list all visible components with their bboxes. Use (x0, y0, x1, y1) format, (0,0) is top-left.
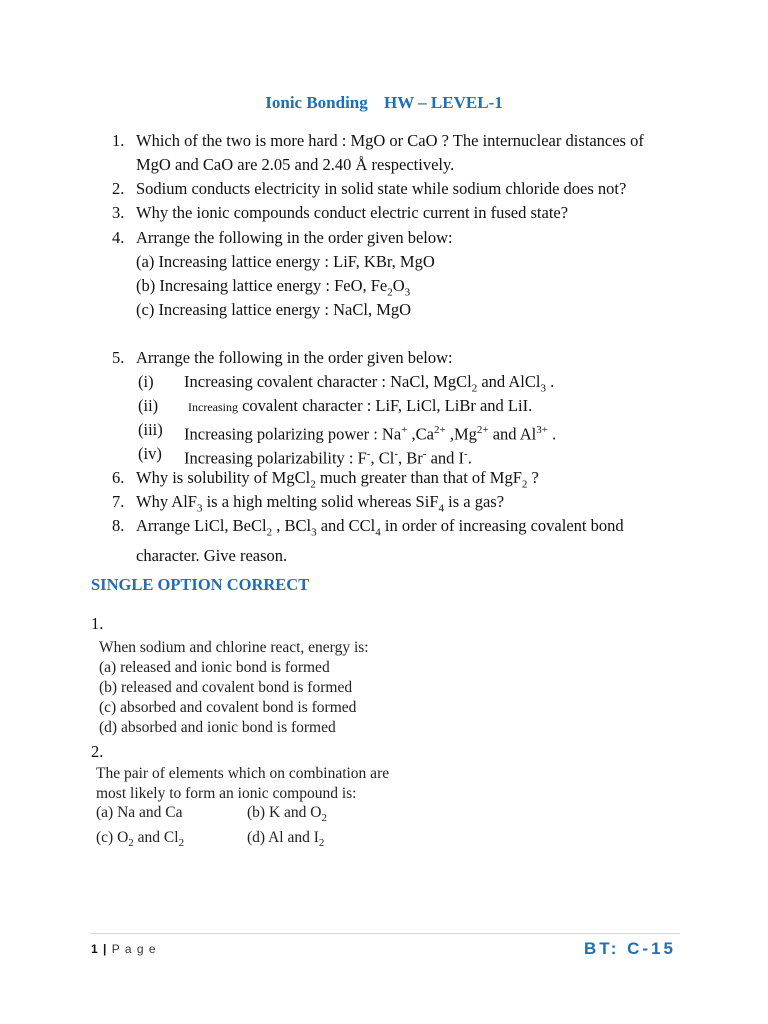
question-text: Which of the two is more hard : MgO or CaO ? The internuclear distances of MgO and CaO are 2.05 and 2.40 Å respectively. (136, 131, 644, 174)
mcq-1-option-a: (a) released and ionic bond is formed (99, 659, 330, 676)
mcq-1-option-b: (b) released and covalent bond is formed (99, 679, 353, 696)
question-text: Arrange the following in the order given below: (136, 348, 453, 367)
question-number: 1. (112, 131, 125, 150)
mcq-2-option-c: (c) $O_2$ and $Cl_2$ (96, 829, 185, 850)
mcq-1-block (99, 638, 369, 738)
question-text: Sodium conducts electricity in solid state while sodium chloride does not? (136, 179, 627, 198)
question-text: Arrange LiCl, BeCl$_2$ , BCl$_3$ and CCl$_4$ in order of increasing covalent bond character. Give reason. (136, 516, 624, 566)
question-5-label-i: (i) (138, 372, 154, 391)
mcq-2-option-b: (b) K and $O_2$ (247, 804, 327, 825)
question-text: Why the ionic compounds conduct electric current in fused state? (136, 203, 569, 222)
question-text: Why AlF$_3$ is a high melting solid whereas SiF$_4$ is a gas? (136, 492, 505, 515)
question-5-part-ii: Increasing covalent character : LiF, LiCl, LiBr and LiI. (188, 396, 533, 415)
question-number: 4. (112, 228, 125, 247)
page-title (0, 93, 768, 113)
title-topic: Ionic Bonding (265, 93, 368, 112)
question-4-part-a: (a) Increasing lattice energy : LiF, KBr, MgO (136, 252, 435, 271)
question-4-part-c: (c) Increasing lattice energy : NaCl, MgO (136, 300, 412, 319)
title-level: HW – LEVEL-1 (384, 93, 503, 112)
question-number: 7. (112, 492, 125, 511)
question-text: Why is solubility of MgCl$_2$ much greater than that of MgF$_2$ ? (136, 468, 539, 491)
section-heading: SINGLE OPTION CORRECT (91, 575, 310, 594)
question-number: 5. (112, 348, 125, 367)
mcq-2-stem: The pair of elements which on combination are most likely to form an ionic compound is: (96, 765, 390, 802)
mcq-1-option-c: (c) absorbed and covalent bond is formed (99, 699, 357, 716)
question-5-part-iv: Increasing polarizability : F-, Cl-, Br- and I-. (184, 448, 472, 468)
mcq-1-number: 1. (91, 614, 104, 633)
question-5-label-iii: (iii) (138, 420, 163, 439)
question-number: 8. (112, 516, 125, 535)
page-number: 1 | P a g e (91, 942, 157, 956)
question-text: Arrange the following in the order given below: (136, 228, 453, 247)
question-5-label-ii: (ii) (138, 396, 159, 415)
footer-divider (90, 933, 680, 934)
mcq-1-option-d: (d) absorbed and ionic bond is formed (99, 719, 336, 736)
question-number: 2. (112, 179, 125, 198)
mcq-2-option-d: (d) Al and $I_2$ (247, 829, 325, 850)
question-5-label-iv: (iv) (138, 444, 162, 463)
mcq-2-option-a: (a) Na and Ca (96, 804, 183, 821)
mcq-2-number: 2. (91, 742, 104, 761)
question-4-part-b: (b) Incresaing lattice energy : FeO, $Fe_2O_3$ (136, 276, 411, 299)
question-number: 3. (112, 203, 125, 222)
mcq-1-stem: When sodium and chlorine react, energy is: (99, 639, 369, 656)
question-5-part-i: Increasing covalent character : NaCl, MgCl$_2$ and AlCl$_3$ . (184, 372, 555, 395)
document-code: BT: C-15 (583, 939, 676, 958)
question-5-part-iii: Increasing polarizing power : Na+ $,Ca^{2+}$ $,Mg^{2+}$ and $Al^{3+}$ . (184, 424, 557, 444)
question-number: 6. (112, 468, 125, 487)
